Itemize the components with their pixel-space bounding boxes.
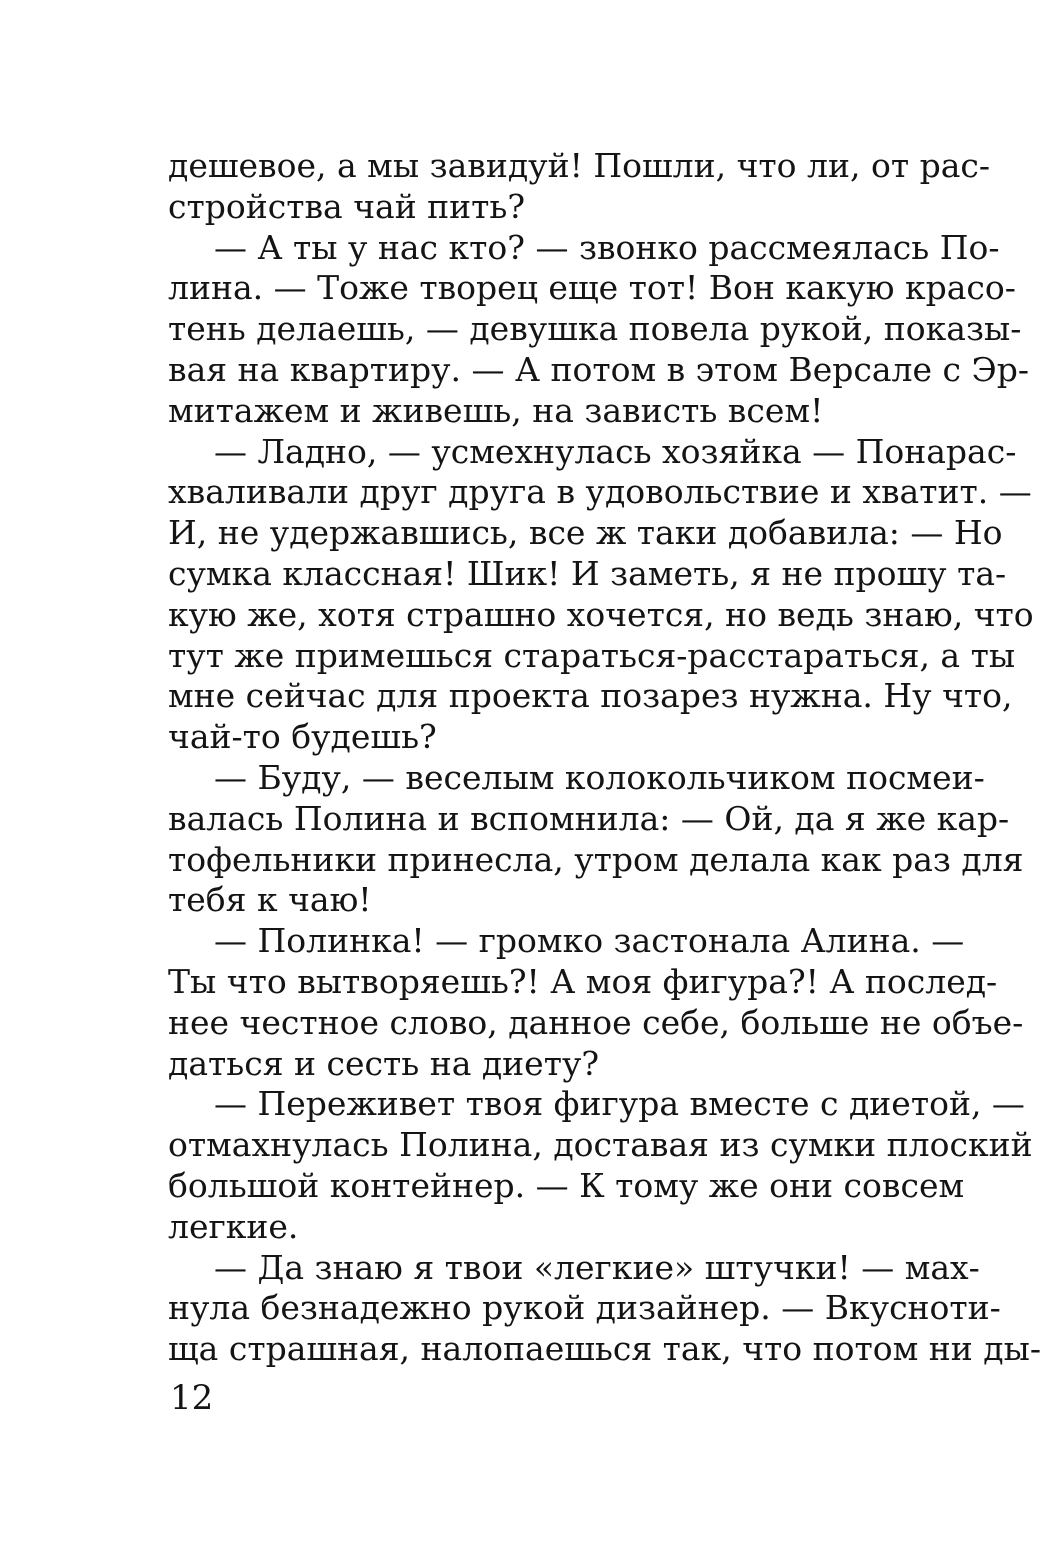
text-line: дешевое, а мы завидуй! Пошли, что ли, от рас- xyxy=(168,146,991,185)
text-line: И, не удержавшись, все ж таки добавила: — Но xyxy=(168,513,1003,553)
text-line: мне сейчас для проекта позарез нужна. Ну что, xyxy=(168,676,1013,716)
text-line: отмахнулась Полина, доставая из сумки плоский xyxy=(168,1125,1033,1165)
text-line: валась Полина и вспомнила: — Ой, да я же кар- xyxy=(168,798,1010,838)
body-text xyxy=(168,146,1041,1370)
text-line: нула безнадежно рукой дизайнер. — Вкуснoти- xyxy=(168,1288,1001,1328)
text-line: тебя к чаю! xyxy=(168,880,372,920)
text-line: Ты что вытворяешь?! А моя фигура?! А послед- xyxy=(168,961,998,1001)
text-line: тень делаешь, — девушка повела рукой, показы- xyxy=(168,309,1022,349)
text-line: даться и сесть на диету? xyxy=(168,1043,600,1083)
text-line: ща страшная, налопаешься так, что потом ни ды- xyxy=(168,1329,1041,1369)
text-line: тут же примешься стараться-расстараться, а ты xyxy=(168,635,1016,675)
text-line: — Да знаю я твои «легкие» штучки! — мах- xyxy=(214,1247,980,1287)
text-line: — Переживет твоя фигура вместе с диетой, — xyxy=(214,1084,1025,1124)
text-line: — А ты у нас кто? — звонко рассмеялась По- xyxy=(214,227,1000,267)
text-line: сумка классная! Шик! И заметь, я не прошу та- xyxy=(168,553,1007,593)
text-line: хваливали друг друга в удовольствие и хватит. — xyxy=(168,472,1032,512)
text-line: лина. — Тоже творец еще тот! Вон какую красо- xyxy=(168,268,1016,308)
text-line: стройства чай пить? xyxy=(168,186,526,226)
text-line: тофельники принесла, утром делала как раз для xyxy=(168,839,1024,879)
text-line: легкие. xyxy=(168,1206,299,1246)
text-line: чай-то будешь? xyxy=(168,717,437,757)
text-line: кую же, хотя страшно хочется, но ведь знаю, что xyxy=(168,594,1034,634)
text-line: вая на квартиру. — А потом в этом Версале с Эр- xyxy=(168,349,1029,389)
text-line: — Ладно, — усмехнулась хозяйка — Понарас- xyxy=(214,431,1017,471)
text-line: митажем и живешь, на зависть всем! xyxy=(168,390,824,430)
text-line: — Полинка! — громко застонала Алина. — xyxy=(214,921,965,961)
text-line: — Буду, — веселым колокольчиком посмеи- xyxy=(214,757,985,797)
text-line: большой контейнер. — К тому же они совсем xyxy=(168,1165,965,1205)
page-number: 12 xyxy=(170,1378,214,1418)
text-line: нее честное слово, данное себе, больше не объе- xyxy=(168,1002,1024,1042)
